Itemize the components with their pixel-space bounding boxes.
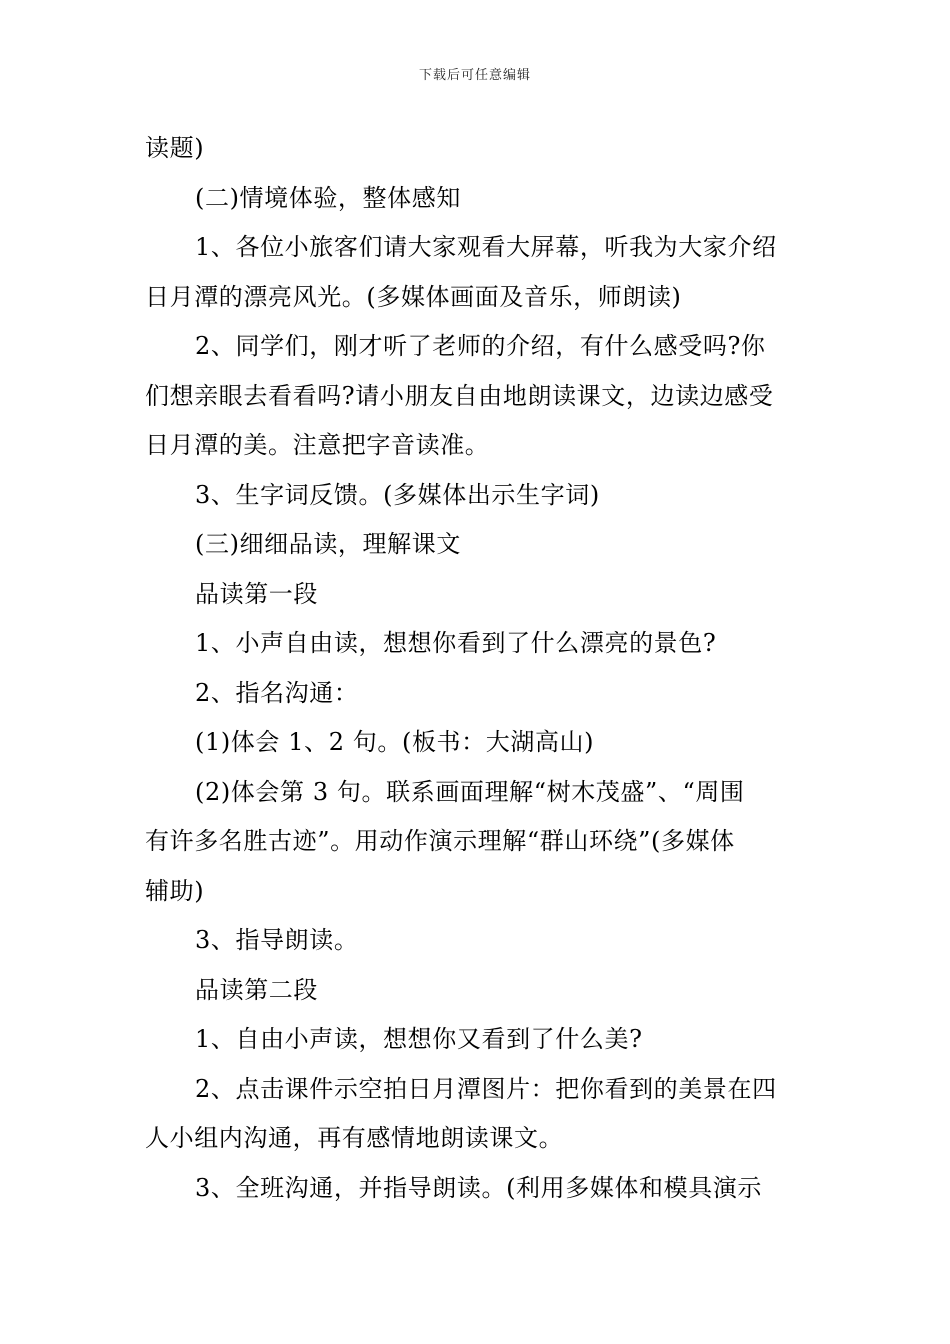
text-line: 1、各位小旅客们请大家观看大屏幕，听我为大家介绍 xyxy=(195,233,777,261)
text-line: 2、同学们，刚才听了老师的介绍，有什么感受吗?你 xyxy=(195,332,766,360)
text-line: 1、自由小声读，想想你又看到了什么美? xyxy=(195,1025,643,1053)
text-line: 1、小声自由读，想想你看到了什么漂亮的景色? xyxy=(195,629,717,657)
section-heading: (三)细细品读，理解课文 xyxy=(195,530,461,558)
text-line: 有许多名胜古迹”。用动作演示理解“群山环绕”(多媒体 xyxy=(145,827,735,855)
subsection-heading: 品读第二段 xyxy=(195,975,318,1004)
text-line: 日月潭的漂亮风光。(多媒体画面及音乐，师朗读) xyxy=(145,282,682,311)
text-line: 3、全班沟通，并指导朗读。(利用多媒体和模具演示 xyxy=(195,1173,763,1202)
page-header: 下载后可任意编辑 xyxy=(418,68,531,83)
text-line: 辅助) xyxy=(145,876,205,905)
section-heading: (二)情境体验，整体感知 xyxy=(195,183,461,212)
subsection-heading: 品读第一段 xyxy=(195,579,318,608)
text-line: 人小组内沟通，再有感情地朗读课文。 xyxy=(145,1124,564,1152)
text-line: 读题) xyxy=(145,134,205,162)
text-line: (2)体会第 3 句。联系画面理解“树木茂盛”、“周围 xyxy=(195,777,745,806)
text-line: 日月潭的美。注意把字音读准。 xyxy=(145,431,490,459)
text-line: 3、生字词反馈。(多媒体出示生字词) xyxy=(195,480,600,509)
text-line: 2、指名沟通： xyxy=(195,678,359,707)
document-body xyxy=(145,124,810,1213)
text-line: 3、指导朗读。 xyxy=(195,926,359,954)
text-line: 们想亲眼去看看吗?请小朋友自由地朗读课文，边读边感受 xyxy=(145,381,774,410)
text-line: (1)体会 1、2 句。(板书：大湖高山) xyxy=(195,728,595,756)
text-line: 2、点击课件示空拍日月潭图片：把你看到的美景在四 xyxy=(195,1074,777,1103)
